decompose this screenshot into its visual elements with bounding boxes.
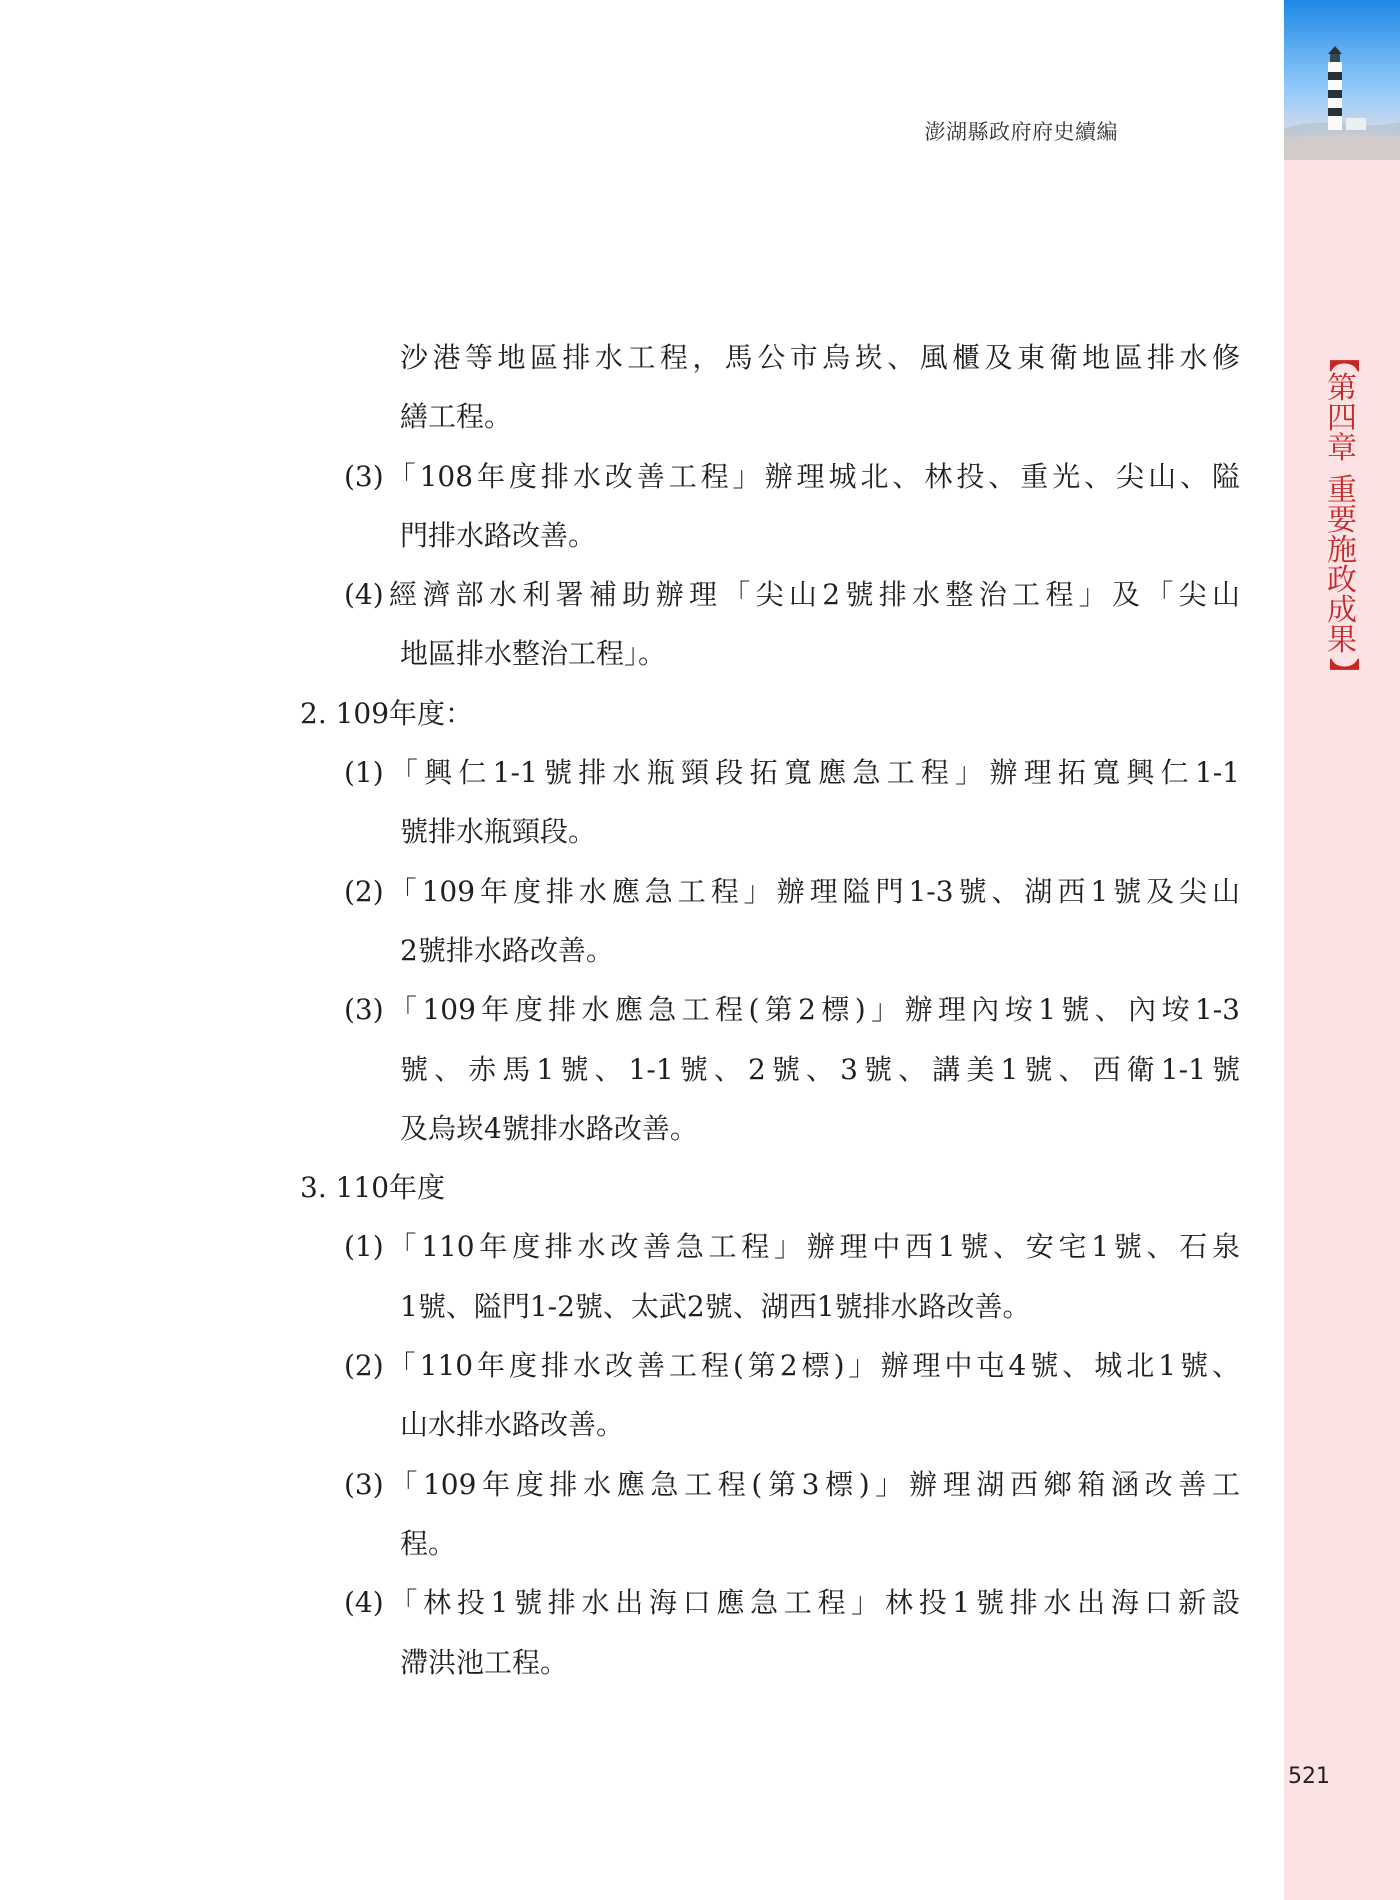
text-line [300, 980, 1240, 1039]
text-line-content: (3)「109年度排水應急工程(第2標)」辦理內垵1號、內垵1-3 [344, 993, 1240, 1027]
topic-char: 成 [1327, 593, 1357, 628]
text-line [300, 1633, 1240, 1692]
text-line [300, 1455, 1240, 1514]
text-line [300, 1514, 1240, 1573]
text-line-content: 沙港等地區排水工程，馬公市烏崁、風櫃及東衛地區排水修 [400, 341, 1240, 374]
text-line-content: (1)「110年度排水改善急工程」辦理中西1號、安宅1號、石泉 [344, 1230, 1240, 1264]
topic-char: 要 [1327, 503, 1357, 538]
text-line [300, 921, 1240, 980]
text-line-content: 2. 109年度： [300, 696, 474, 730]
topic-char: 果 [1327, 623, 1357, 658]
text-line-content: (4)經濟部水利署補助辦理「尖山2號排水整治工程」及「尖山 [344, 578, 1240, 612]
text-line [300, 1573, 1240, 1632]
chapter-bracket-open: 【 [1325, 342, 1360, 372]
text-line-content: 門排水路改善。 [400, 518, 597, 552]
text-line-content: 山水排水路改善。 [400, 1408, 625, 1442]
text-line-content: 程。 [400, 1526, 457, 1560]
text-line [300, 743, 1240, 802]
text-line-content: 及烏崁4號排水路改善。 [400, 1111, 698, 1145]
text-line [300, 1336, 1240, 1395]
chapter-tab [1284, 340, 1400, 690]
text-line-content: 1號、隘門1-2號、太武2號、湖西1號排水路改善。 [400, 1289, 1031, 1323]
running-header: 澎湖縣政府府史續編 [924, 120, 1118, 144]
text-line-content: (4)「林投1號排水出海口應急工程」林投1號排水出海口新設 [344, 1586, 1240, 1620]
text-line [300, 684, 1240, 743]
text-line-content: 號、赤馬1號、1-1號、2號、3號、講美1號、西衛1-1號 [400, 1052, 1240, 1086]
text-line [300, 1395, 1240, 1454]
text-line [300, 1040, 1240, 1099]
text-line-content: 號排水瓶頸段。 [400, 815, 597, 849]
text-line-content: (1)「興仁1-1號排水瓶頸段拓寬應急工程」辦理拓寬興仁1-1 [344, 756, 1240, 790]
topic-char: 重 [1327, 473, 1357, 508]
text-line-content: 2號排水路改善。 [400, 933, 614, 967]
chapter-char: 章 [1327, 431, 1357, 466]
text-line [300, 1158, 1240, 1217]
text-line [300, 624, 1240, 683]
lighthouse-photo [1284, 0, 1400, 160]
chapter-char: 第 [1327, 371, 1357, 406]
text-line-content: (3)「109年度排水應急工程(第3標)」辦理湖西鄉箱涵改善工 [344, 1467, 1240, 1501]
text-line-content: (3)「108年度排水改善工程」辦理城北、林投、重光、尖山、隘 [344, 459, 1240, 493]
chapter-side-band [1284, 0, 1400, 1900]
text-line [300, 862, 1240, 921]
text-line-content: 地區排水整治工程」。 [400, 637, 667, 671]
text-line [300, 328, 1240, 387]
text-line [300, 1099, 1240, 1158]
text-line [300, 387, 1240, 446]
text-line [300, 506, 1240, 565]
text-line-content: 滯洪池工程。 [400, 1645, 569, 1679]
page-number: 521 [1288, 1764, 1330, 1789]
text-line-content: 繕工程。 [400, 400, 513, 434]
chapter-char: 四 [1327, 401, 1357, 436]
text-line-content: (2)「109年度排水應急工程」辦理隘門1-3號、湖西1號及尖山 [344, 874, 1240, 908]
text-line [300, 802, 1240, 861]
topic-char: 施 [1327, 533, 1357, 568]
body-text [300, 328, 1240, 1692]
text-line-content: 3. 110年度 [300, 1171, 446, 1205]
text-line-content: (2)「110年度排水改善工程(第2標)」辦理中屯4號、城北1號、 [344, 1349, 1240, 1383]
text-line [300, 1217, 1240, 1276]
text-line [300, 1277, 1240, 1336]
chapter-bracket-close: 】 [1325, 658, 1360, 688]
text-line [300, 447, 1240, 506]
text-line [300, 565, 1240, 624]
topic-char: 政 [1327, 563, 1357, 598]
